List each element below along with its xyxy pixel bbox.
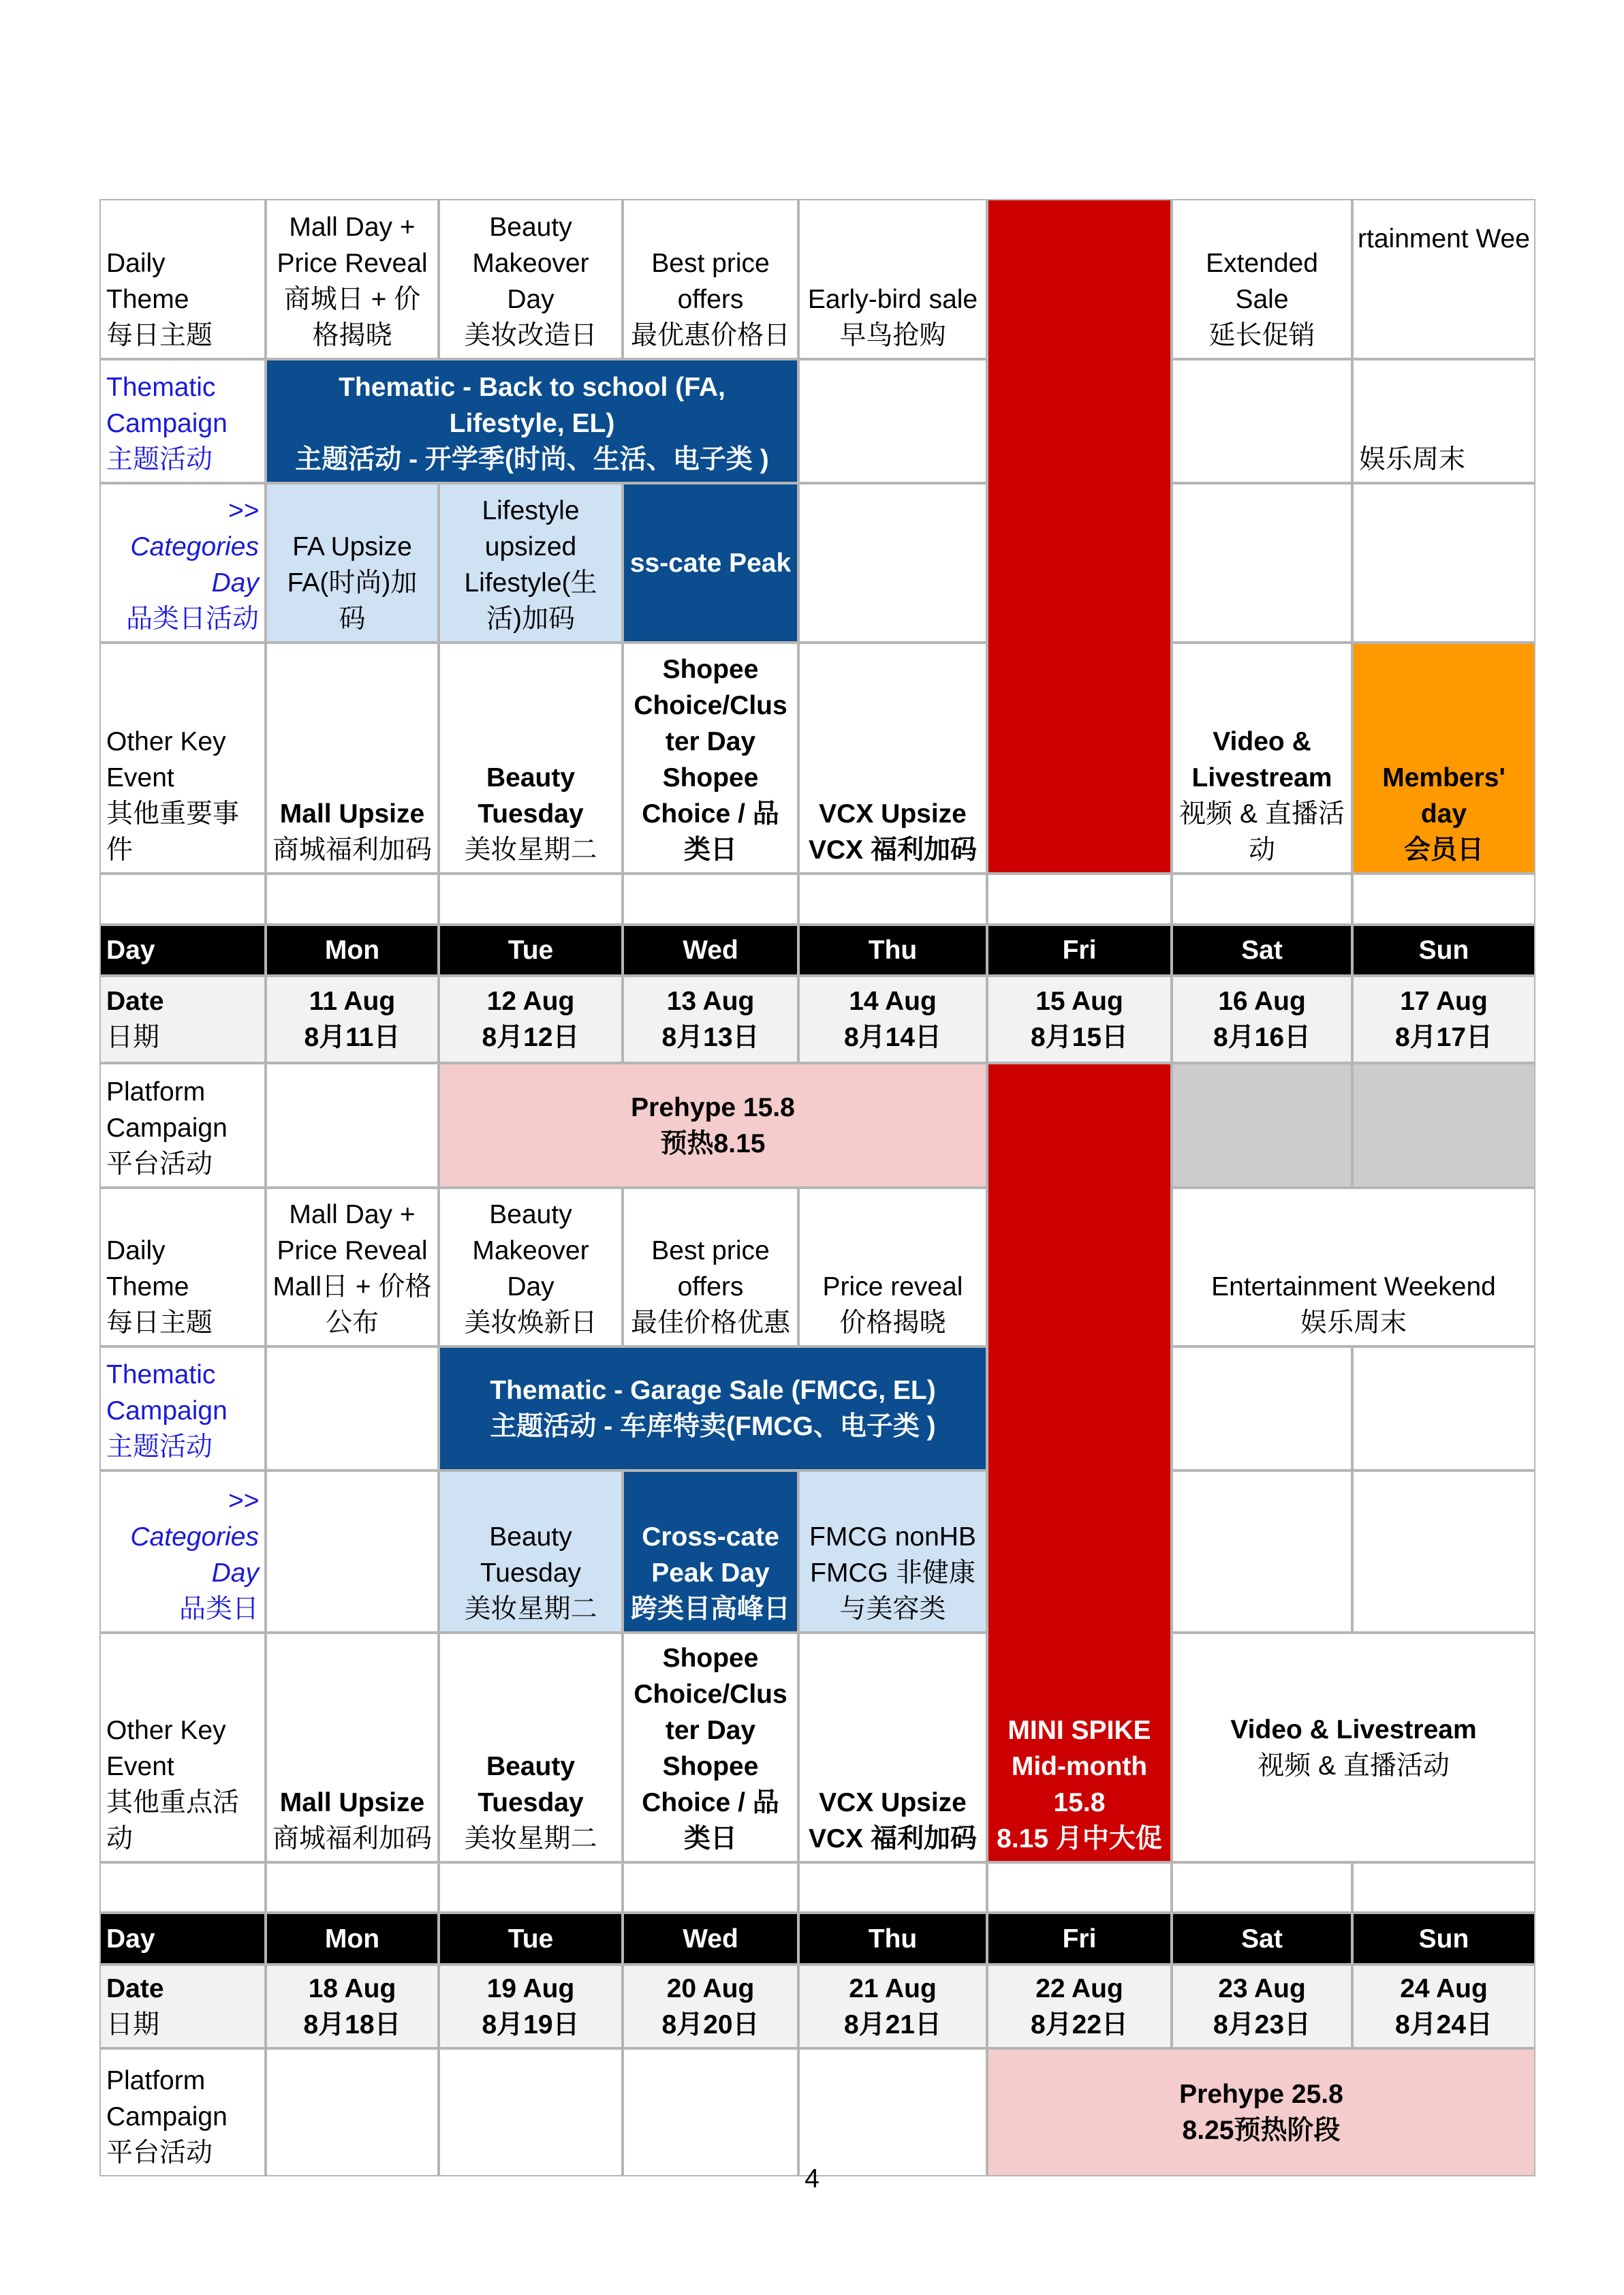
w2-mon-theme-line: Price Reveal <box>277 1236 428 1265</box>
w1-sat-theme-line: Extended <box>1206 249 1318 278</box>
w3-day-4-line: Fri <box>1062 1924 1097 1954</box>
w1-mon-event-line: Mall Upsize <box>279 799 425 829</box>
w2-mon-theme <box>266 1188 439 1346</box>
w3-platform-label-line: 平台活动 <box>106 2138 213 2168</box>
w3-day-header-line: Day <box>106 1924 155 1954</box>
w2-date-label <box>99 976 266 1063</box>
w2-thematic-banner-line: Thematic - Garage Sale (FMCG, EL) <box>490 1376 936 1405</box>
w1-tue-theme-line: Day <box>507 285 555 314</box>
w1-sun-event-line: Members' <box>1382 763 1505 792</box>
w2-date-1-line: 12 Aug <box>486 987 575 1016</box>
w2-platform-label <box>99 1063 266 1188</box>
w3-platform-empty-1 <box>266 2048 439 2176</box>
w3-day-5 <box>1172 1913 1352 1965</box>
w2-day-4 <box>987 925 1172 976</box>
w3-day-0 <box>266 1913 439 1965</box>
w1-sat-event <box>1172 643 1352 874</box>
w3-day-6-line: Sun <box>1418 1924 1469 1954</box>
w2-wed-theme-line: offers <box>677 1272 744 1301</box>
w1-thu-theme-line: Early-bird sale <box>807 285 978 314</box>
w1-mon-theme-line: 格揭晓 <box>312 321 392 350</box>
w2-tue-theme-line: Beauty <box>489 1200 572 1229</box>
w1-wed-category-line: ss-cate Peak <box>629 548 792 578</box>
w2-tue-theme-line: Makeover <box>472 1236 589 1265</box>
w2-categories-label <box>99 1470 266 1633</box>
w2-day-6-line: Sun <box>1418 936 1469 965</box>
w3-date-1-line: 8月19日 <box>482 2009 580 2039</box>
w1-mon-theme <box>266 199 439 359</box>
w1-sat-event-line: 视频 & 直播活 <box>1179 799 1345 829</box>
spacer-2-4 <box>798 1862 987 1913</box>
spacer-1-5 <box>987 874 1172 925</box>
w2-mon-event <box>266 1633 439 1862</box>
w2-tue-theme-line: 美妆焕新日 <box>464 1308 597 1338</box>
w2-categories-label-line: >> <box>228 1486 259 1515</box>
w2-date-2-line: 8月13日 <box>661 1023 760 1052</box>
w2-thematic-label <box>99 1346 266 1470</box>
w1-tue-theme-line: Makeover <box>472 249 589 278</box>
w1-mon-theme-line: Mall Day + <box>289 213 416 242</box>
w2-weekend-event <box>1172 1633 1535 1862</box>
thematic-label <box>99 359 266 483</box>
w2-weekend-theme-line: Entertainment Weekend <box>1211 1272 1496 1301</box>
spacer-1-2 <box>439 874 623 925</box>
w3-date-3-line: 8月21日 <box>843 2009 942 2039</box>
w1-sun-category <box>1352 483 1535 643</box>
w2-date-4-line: 8月15日 <box>1030 1023 1129 1052</box>
w2-weekend-theme-line: 娱乐周末 <box>1300 1308 1407 1338</box>
w2-mon-thematic <box>266 1346 439 1470</box>
spacer-2-2 <box>439 1862 623 1913</box>
w2-weekend-event-line: Video & Livestream <box>1230 1714 1477 1744</box>
w2-other-label <box>99 1633 266 1862</box>
w2-tue-theme-line: Day <box>507 1272 555 1301</box>
w2-date-label-line: 日期 <box>106 1023 160 1052</box>
w1-tue-category-line: Lifestyle <box>482 496 580 525</box>
w1-sun-thematic-line: 娱乐周末 <box>1359 445 1466 474</box>
w3-platform-label <box>99 2048 266 2176</box>
w2-date-1-line: 8月12日 <box>482 1023 580 1052</box>
w2-wed-event <box>623 1633 798 1862</box>
w2-mon-theme-line: Mall Day + <box>289 1200 416 1229</box>
w2-date-5-line: 16 Aug <box>1218 987 1306 1016</box>
w1-wed-theme-line: 最优惠价格日 <box>630 321 790 350</box>
w2-thu-event <box>798 1633 987 1862</box>
w2-day-header <box>99 925 266 976</box>
w2-sat-category <box>1172 1470 1352 1633</box>
w1-sat-theme-line: 延长促销 <box>1208 321 1315 350</box>
w2-day-5 <box>1172 925 1352 976</box>
w3-day-2 <box>623 1913 798 1965</box>
w2-wed-event-line: 类日 <box>683 1824 737 1853</box>
w3-platform-label-line: Platform <box>106 2066 206 2095</box>
w2-date-6-line: 8月17日 <box>1394 1023 1493 1052</box>
w2-weekend-event-line: 视频 & 直播活动 <box>1258 1751 1450 1781</box>
w2-daily-label-line: Daily <box>106 1236 166 1265</box>
w1-sat-event-line: Livestream <box>1191 763 1332 792</box>
w2-fri-mini-spike-line: Mid-month <box>1011 1752 1148 1781</box>
w1-wed-theme-line: offers <box>677 285 744 314</box>
w2-mon-platform <box>266 1063 439 1188</box>
w3-day-0-line: Mon <box>324 1924 380 1954</box>
w2-thu-event-line: VCX 福利加码 <box>808 1824 978 1853</box>
w2-fri-mini-spike-line: 15.8 <box>1053 1788 1106 1817</box>
w2-thu-category <box>798 1470 987 1633</box>
w1-sun-theme <box>1352 199 1535 359</box>
w3-date-2-line: 8月20日 <box>661 2009 760 2039</box>
w2-date-5 <box>1172 976 1352 1063</box>
w3-platform-label-line: Campaign <box>106 2102 228 2131</box>
spacer-2-0 <box>99 1862 266 1913</box>
w2-thematic-label-line: Thematic <box>106 1360 216 1389</box>
spacer-2-6 <box>1172 1862 1352 1913</box>
w3-date-0 <box>266 1965 439 2048</box>
w2-daily-label-line: Theme <box>106 1272 189 1301</box>
w2-categories-label-line: Categories <box>130 1522 259 1552</box>
w2-date-6 <box>1352 976 1535 1063</box>
w2-daily-label-line: 每日主题 <box>106 1308 213 1338</box>
w3-date-3-line: 21 Aug <box>849 1973 937 2003</box>
w3-day-1 <box>439 1913 623 1965</box>
w2-day-6 <box>1352 925 1535 976</box>
w2-sun-thematic <box>1352 1346 1535 1470</box>
categories-label-line: >> <box>228 496 259 525</box>
spacer-2-5 <box>987 1862 1172 1913</box>
w2-platform-label-line: Campaign <box>106 1113 228 1143</box>
spacer-2-7 <box>1352 1862 1535 1913</box>
w3-date-label-line: 日期 <box>106 2009 160 2039</box>
daily-theme-label-line: Daily <box>106 249 166 278</box>
w2-thu-theme-line: Price reveal <box>822 1272 963 1301</box>
w2-date-2 <box>623 976 798 1063</box>
w1-wed-event-line: Shopee <box>662 763 759 792</box>
w2-tue-category-line: 美妆星期二 <box>464 1595 597 1624</box>
thematic-label-line: Campaign <box>106 409 228 438</box>
w3-day-5-line: Sat <box>1241 1924 1283 1954</box>
w3-prehype-banner <box>987 2048 1535 2176</box>
w1-tue-event-line: Beauty <box>486 763 576 792</box>
w2-mon-event-line: Mall Upsize <box>279 1788 425 1817</box>
w3-day-header <box>99 1913 266 1965</box>
w2-other-label-line: 动 <box>106 1824 134 1853</box>
w2-platform-label-line: 平台活动 <box>106 1150 213 1179</box>
w3-prehype-banner-line: 8.25预热阶段 <box>1182 2116 1341 2145</box>
w1-mon-category-line: FA(时尚)加 <box>287 568 418 598</box>
w1-sun-event-line: day <box>1420 799 1467 829</box>
daily-theme-label <box>99 199 266 359</box>
w1-wed-event-line: ter Day <box>665 727 756 756</box>
w2-thematic-label-line: Campaign <box>106 1396 228 1426</box>
w2-prehype-banner-line: Prehype 15.8 <box>631 1092 795 1122</box>
w2-tue-event-line: 美妆星期二 <box>464 1824 597 1853</box>
w2-date-3-line: 14 Aug <box>849 987 937 1016</box>
w2-day-1 <box>439 925 623 976</box>
w1-sat-theme <box>1172 199 1352 359</box>
w1-mon-category <box>266 483 439 643</box>
w2-tue-theme <box>439 1188 623 1346</box>
w2-prehype-banner-line: 预热8.15 <box>660 1128 766 1158</box>
other-event-label-line: 其他重要事 <box>106 799 240 829</box>
w2-mon-category <box>266 1470 439 1633</box>
w2-day-2 <box>623 925 798 976</box>
w1-sat-event-line: Video & <box>1213 727 1311 756</box>
w3-platform-empty-4 <box>798 2048 987 2176</box>
w2-prehype-banner <box>439 1063 987 1188</box>
w1-tue-category-line: 活)加码 <box>486 604 575 634</box>
spacer-1-0 <box>99 874 266 925</box>
spacer-2-3 <box>623 1862 798 1913</box>
w1-wed-theme <box>623 199 798 359</box>
w1-tue-event <box>439 643 623 874</box>
w1-mon-category-line: FA Upsize <box>292 532 412 561</box>
w1-sat-category <box>1172 483 1352 643</box>
w1-thematic-banner-line: Thematic - Back to school (FA, <box>339 373 725 402</box>
w1-wed-event-line: Choice/Clus <box>634 691 787 720</box>
w2-date-0-line: 8月11日 <box>304 1023 401 1052</box>
categories-label-line: Categories <box>130 532 259 561</box>
w2-other-label-line: 其他重点活 <box>106 1788 240 1817</box>
w1-tue-theme-line: Beauty <box>489 213 572 242</box>
page-number: 4 <box>805 2164 819 2193</box>
daily-theme-label-line: 每日主题 <box>106 321 213 350</box>
w1-sun-theme-line: rtainment Wee <box>1358 224 1530 253</box>
other-event-label-line: Event <box>106 763 174 792</box>
w1-mon-theme-line: 商城日 + 价 <box>283 285 421 314</box>
w2-daily-label <box>99 1188 266 1346</box>
w2-fri-mini-spike <box>987 1063 1172 1862</box>
w1-thu-category <box>798 483 987 643</box>
w1-sat-thematic <box>1172 359 1352 483</box>
w3-date-0-line: 18 Aug <box>308 1973 396 2003</box>
w1-tue-theme-line: 美妆改造日 <box>464 321 597 350</box>
w1-mon-category-line: 码 <box>339 604 366 634</box>
w2-thu-event-line: VCX Upsize <box>819 1788 967 1817</box>
spacer-1-1 <box>266 874 439 925</box>
w2-weekend-theme <box>1172 1188 1535 1346</box>
w2-thematic-label-line: 主题活动 <box>106 1432 213 1462</box>
w2-thu-category-line: FMCG 非健康 <box>810 1558 975 1588</box>
w3-date-6-line: 24 Aug <box>1400 1973 1488 2003</box>
w2-wed-category-line: Cross-cate <box>642 1522 779 1552</box>
w2-day-0 <box>266 925 439 976</box>
w2-day-1-line: Tue <box>507 936 554 965</box>
w2-thu-theme-line: 价格揭晓 <box>839 1308 946 1338</box>
w1-tue-category <box>439 483 623 643</box>
w2-wed-theme-line: 最佳价格优惠 <box>630 1308 790 1338</box>
w2-other-label-line: Other Key <box>106 1716 226 1745</box>
w1-sun-event-line: 会员日 <box>1403 835 1484 865</box>
w3-day-6 <box>1352 1913 1535 1965</box>
w2-tue-category-line: Tuesday <box>480 1558 582 1588</box>
w3-day-1-line: Tue <box>507 1924 554 1954</box>
w2-wed-category-line: 跨类目高峰日 <box>630 1595 790 1624</box>
w3-date-label <box>99 1965 266 2048</box>
w3-date-3 <box>798 1965 987 2048</box>
w2-fri-mini-spike-line: MINI SPIKE <box>1008 1716 1151 1745</box>
w1-wed-theme-line: Best price <box>651 249 770 278</box>
w1-thematic-banner-line: 主题活动 - 开学季(时尚、生活、电子类 ) <box>295 445 769 474</box>
w1-mon-theme-line: Price Reveal <box>277 249 428 278</box>
w2-fri-mini-spike-line: 8.15 月中大促 <box>997 1824 1162 1853</box>
w2-thematic-banner-line: 主题活动 - 车库特卖(FMCG、电子类 ) <box>490 1412 936 1441</box>
w1-wed-event <box>623 643 798 874</box>
w3-day-4 <box>987 1913 1172 1965</box>
w2-sat-platform <box>1172 1063 1352 1188</box>
w2-date-3-line: 8月14日 <box>843 1023 942 1052</box>
w3-date-4 <box>987 1965 1172 2048</box>
spacer-1-4 <box>798 874 987 925</box>
w3-date-5-line: 23 Aug <box>1218 1973 1306 2003</box>
w2-tue-category-line: Beauty <box>489 1522 572 1552</box>
w2-wed-event-line: Choice/Clus <box>634 1680 787 1709</box>
w2-day-3 <box>798 925 987 976</box>
thematic-label-line: 主题活动 <box>106 445 213 474</box>
other-event-label-line: Other Key <box>106 727 226 756</box>
spacer-1-6 <box>1172 874 1352 925</box>
w3-date-label-line: Date <box>106 1973 164 2003</box>
w3-platform-empty-3 <box>623 2048 798 2176</box>
w3-date-1 <box>439 1965 623 2048</box>
w1-thu-event <box>798 643 987 874</box>
w2-wed-event-line: Shopee <box>662 1752 759 1781</box>
w1-mon-event-line: 商城福利加码 <box>272 835 432 865</box>
w2-tue-category <box>439 1470 623 1633</box>
w3-date-2-line: 20 Aug <box>666 1973 755 2003</box>
categories-label <box>99 483 266 643</box>
w1-tue-event-line: 美妆星期二 <box>464 835 597 865</box>
w2-day-0-line: Mon <box>324 936 380 965</box>
w2-thu-category-line: 与美容类 <box>839 1595 946 1624</box>
w2-day-2-line: Wed <box>683 936 738 965</box>
w3-date-4-line: 8月22日 <box>1030 2009 1129 2039</box>
w1-thematic-banner-line: Lifestyle, EL) <box>449 409 615 438</box>
w3-date-5 <box>1172 1965 1352 2048</box>
w2-sun-platform <box>1352 1063 1535 1188</box>
thematic-label-line: Thematic <box>106 373 216 402</box>
w1-thu-theme-line: 早鸟抢购 <box>839 321 946 350</box>
w1-sat-event-line: 动 <box>1248 835 1275 865</box>
w2-wed-event-line: ter Day <box>665 1716 756 1745</box>
other-event-label <box>99 643 266 874</box>
w1-thu-theme <box>798 199 987 359</box>
w2-date-3 <box>798 976 987 1063</box>
w2-wed-event-line: Shopee <box>662 1644 759 1673</box>
w2-day-5-line: Sat <box>1241 936 1283 965</box>
w2-sun-category <box>1352 1470 1535 1633</box>
w1-fri-spike-block <box>987 199 1172 874</box>
w2-wed-category-line: Peak Day <box>651 1558 770 1588</box>
w2-date-label-line: Date <box>106 987 164 1016</box>
w1-sun-event <box>1352 643 1535 874</box>
w3-date-0-line: 8月18日 <box>303 2009 401 2039</box>
w2-wed-event-line: Choice / 品 <box>642 1788 779 1817</box>
w2-wed-theme <box>623 1188 798 1346</box>
w3-date-6-line: 8月24日 <box>1394 2009 1493 2039</box>
w1-wed-event-line: 类日 <box>683 835 737 865</box>
w2-day-3-line: Thu <box>868 936 918 965</box>
spacer-1-7 <box>1352 874 1535 925</box>
w2-categories-label-line: 品类日 <box>178 1595 259 1624</box>
daily-theme-label-line: Theme <box>106 285 189 314</box>
w2-platform-label-line: Platform <box>106 1077 206 1107</box>
spacer-1-3 <box>623 874 798 925</box>
w2-day-header-line: Day <box>106 936 155 965</box>
w2-date-0 <box>266 976 439 1063</box>
w3-date-4-line: 22 Aug <box>1035 1973 1123 2003</box>
w2-mon-theme-line: 公布 <box>325 1308 379 1338</box>
w1-sun-thematic <box>1352 359 1535 483</box>
w1-thu-thematic <box>798 359 987 483</box>
w2-date-4 <box>987 976 1172 1063</box>
w3-date-1-line: 19 Aug <box>486 1973 575 2003</box>
w1-wed-category <box>623 483 798 643</box>
categories-label-line: Day <box>211 568 259 598</box>
w2-mon-theme-line: Mall日 + 价格 <box>272 1272 432 1301</box>
w1-wed-event-line: Choice / 品 <box>642 799 779 829</box>
w1-sat-theme-line: Sale <box>1235 285 1289 314</box>
w2-wed-theme-line: Best price <box>651 1236 770 1265</box>
w2-thu-category-line: FMCG nonHB <box>809 1522 976 1552</box>
w3-day-3-line: Thu <box>868 1924 918 1954</box>
w2-mon-event-line: 商城福利加码 <box>272 1824 432 1853</box>
w3-date-2 <box>623 1965 798 2048</box>
w2-thu-theme <box>798 1188 987 1346</box>
w2-date-6-line: 17 Aug <box>1400 987 1488 1016</box>
w2-date-0-line: 11 Aug <box>309 987 396 1016</box>
w3-platform-empty-2 <box>439 2048 623 2176</box>
w2-wed-category <box>623 1470 798 1633</box>
w2-date-5-line: 8月16日 <box>1213 1023 1311 1052</box>
categories-label-line: 品类日活动 <box>125 604 259 634</box>
other-event-label-line: 件 <box>106 835 134 865</box>
w2-categories-label-line: Day <box>211 1558 259 1588</box>
w2-day-4-line: Fri <box>1062 936 1097 965</box>
w2-tue-event-line: Tuesday <box>478 1788 584 1817</box>
w2-sat-thematic <box>1172 1346 1352 1470</box>
spacer-2-1 <box>266 1862 439 1913</box>
w1-thu-event-line: VCX Upsize <box>819 799 967 829</box>
w2-date-1 <box>439 976 623 1063</box>
w3-day-2-line: Wed <box>683 1924 738 1954</box>
w3-date-5-line: 8月23日 <box>1213 2009 1311 2039</box>
w1-tue-category-line: Lifestyle(生 <box>464 568 597 598</box>
w2-date-2-line: 13 Aug <box>666 987 755 1016</box>
w1-wed-event-line: Shopee <box>662 655 759 684</box>
w1-tue-category-line: upsized <box>484 532 577 561</box>
w1-thematic-banner <box>266 359 798 483</box>
w1-tue-event-line: Tuesday <box>478 799 584 829</box>
w1-tue-theme <box>439 199 623 359</box>
w2-other-label-line: Event <box>106 1752 174 1781</box>
w3-prehype-banner-line: Prehype 25.8 <box>1179 2080 1343 2109</box>
w3-date-6 <box>1352 1965 1535 2048</box>
w3-day-3 <box>798 1913 987 1965</box>
w1-mon-event <box>266 643 439 874</box>
w1-thu-event-line: VCX 福利加码 <box>808 835 978 865</box>
w2-date-4-line: 15 Aug <box>1035 987 1123 1016</box>
w2-tue-event <box>439 1633 623 1862</box>
w2-thematic-banner <box>439 1346 987 1470</box>
w2-tue-event-line: Beauty <box>486 1752 576 1781</box>
